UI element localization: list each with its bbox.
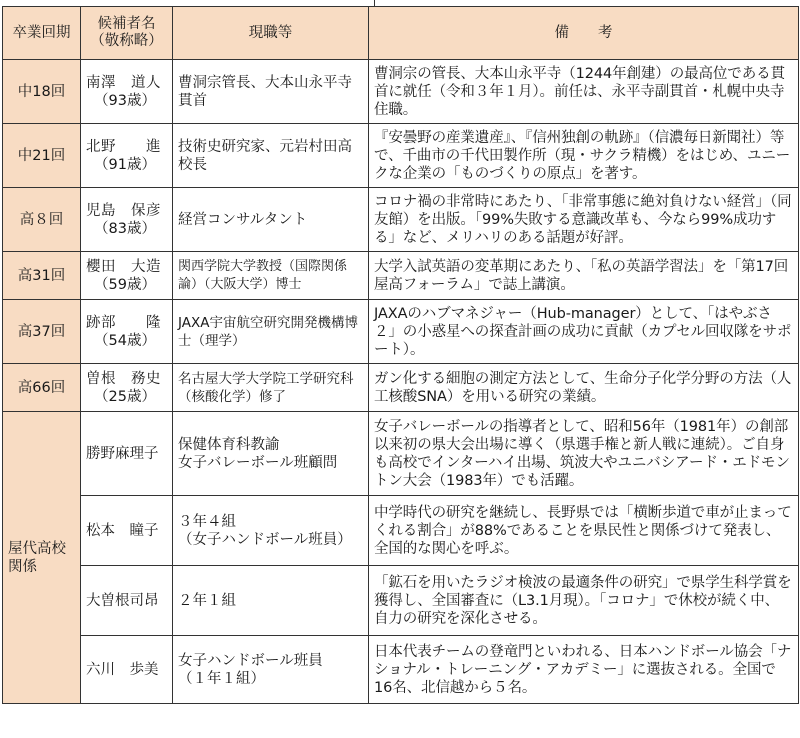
name-cell (81, 364, 173, 412)
candidate-age: （59歳） (94, 276, 156, 293)
job-line2: 女子バレーボール班顧問 (178, 454, 338, 471)
header-row (3, 7, 799, 60)
header-candidate-line2: （敬称略） (90, 33, 163, 49)
year-cell: 中21回 (3, 124, 81, 188)
job-cell: 経営コンサルタント (173, 188, 369, 252)
group-year-line1: 屋代高校 (8, 540, 66, 557)
candidate-name: 曽根 務史 (86, 370, 161, 387)
year-cell: 高37回 (3, 300, 81, 364)
candidate-name: 南澤 道人 (86, 74, 161, 91)
year-cell: 中18回 (3, 60, 81, 124)
job-cell (173, 566, 369, 636)
name-cell (81, 300, 173, 364)
note-cell: 中学時代の研究を継続し、長野県では「横断歩道で車が止まってくれる割合」が88%であることを県民性と関係づけて発表し、全国的な関心を呼ぶ。 (369, 496, 799, 566)
job-line2: （女子ハンドボール班員） (178, 531, 352, 548)
candidate-age: （25歳） (94, 388, 156, 405)
job-line1: 女子ハンドボール班員 (178, 652, 323, 669)
candidate-age: （91歳） (94, 156, 156, 173)
year-cell: 高８回 (3, 188, 81, 252)
member-name: 勝野麻理子 (81, 412, 173, 496)
note-cell: 「鉱石を用いたラジオ検波の最適条件の研究」で県学生科学賞を獲得し、全国審査に（L3.1月現）。「コロナ」で休校が続く中、自力の研究を深化させる。 (369, 566, 799, 636)
note-cell: 曹洞宗の管長、大本山永平寺（1244年創建）の最高位である貫首に就任（令和３年１月）。前任は、永平寺副貫首・札幌中央寺住職。 (369, 60, 799, 124)
note-cell: 日本代表チームの登竜門といわれる、日本ハンドボール協会「ナショナル・トレーニング・アカデミー」に選抜される。全国で16名、北信越から５名。 (369, 636, 799, 704)
header-job: 現職等 (173, 7, 369, 60)
group-year-line2: 関係 (8, 558, 37, 575)
member-name: 六川 歩美 (81, 636, 173, 704)
name-cell (81, 252, 173, 300)
candidate-age: （83歳） (94, 220, 156, 237)
job-cell: 曹洞宗管長、大本山永平寺貫首 (173, 60, 369, 124)
table-row (3, 364, 799, 412)
header-candidate (81, 7, 173, 60)
table-row (3, 124, 799, 188)
header-year: 卒業回期 (3, 7, 81, 60)
table-row (3, 60, 799, 124)
table-row (3, 496, 799, 566)
table-row (3, 300, 799, 364)
candidate-age: （93歳） (94, 92, 156, 109)
member-name: 大曽根司昂 (81, 566, 173, 636)
year-cell: 高31回 (3, 252, 81, 300)
candidate-name: 北野 進 (86, 138, 161, 155)
note-cell: JAXAのハブマネジャー（Hub-manager）として、「はやぶさ２」の小惑星への探査計画の成功に貢献（カプセル回収隊をサポート）。 (369, 300, 799, 364)
note-cell: 大学入試英語の変革期にあたり、「私の英語学習法」を「第17回屋高フォーラム」で誌上講演。 (369, 252, 799, 300)
note-cell: コロナ禍の非常時にあたり、「非常事態に絶対負けない経営」（同友館）を出版。「99%失敗する意識改革も、今なら99%成功する」など、メリハリのある話題が好評。 (369, 188, 799, 252)
candidates-table (2, 6, 799, 704)
job-cell: 名古屋大学大学院工学研究科（核酸化学）修了 (173, 364, 369, 412)
year-cell: 高66回 (3, 364, 81, 412)
table-row (3, 412, 799, 496)
candidate-name: 児島 保彦 (86, 202, 161, 219)
candidate-name: 櫻田 大造 (86, 258, 161, 275)
name-cell (81, 124, 173, 188)
group-year-cell (3, 412, 81, 704)
note-cell: 女子バレーボールの指導者として、昭和56年（1981年）の創部以来初の県大会出場に導く（県選手権と新人戦に連続）。ご自身も高校でインターハイ出場、筑波大やユニバシアード・エドモントン大会（1983年）でも活躍。 (369, 412, 799, 496)
job-cell (173, 496, 369, 566)
job-line1: 保健体育科教諭 (178, 436, 280, 453)
note-cell: 『安曇野の産業遺産』、『信州独創の軌跡』（信濃毎日新聞社）等で、千曲市の千代田製作所（現・サクラ精機）をはじめ、ユニークな企業の「ものづくりの原点」を著す。 (369, 124, 799, 188)
job-line2: （１年１組） (178, 670, 265, 687)
table-row (3, 188, 799, 252)
member-name: 松本 瞳子 (81, 496, 173, 566)
candidate-name: 跡部 隆 (86, 314, 161, 331)
job-cell: 技術史研究家、元岩村田高校長 (173, 124, 369, 188)
job-cell: 関西学院大学教授（国際関係論）（大阪大学）博士 (173, 252, 369, 300)
header-candidate-line1: 候補者名 (97, 16, 156, 32)
header-note: 備 考 (369, 7, 799, 60)
job-cell (173, 412, 369, 496)
table-row (3, 566, 799, 636)
candidate-age: （54歳） (94, 332, 156, 349)
job-cell: JAXA宇宙航空研究開発機構博士（理学） (173, 300, 369, 364)
table-row (3, 252, 799, 300)
job-line1: ３年４組 (178, 513, 236, 530)
name-cell (81, 188, 173, 252)
job-line1: ２年１組 (178, 592, 236, 609)
table-row (3, 636, 799, 704)
note-cell: ガン化する細胞の測定方法として、生命分子化学分野の方法（人工核酸SNA）を用いる研究の業績。 (369, 364, 799, 412)
job-cell (173, 636, 369, 704)
name-cell (81, 60, 173, 124)
